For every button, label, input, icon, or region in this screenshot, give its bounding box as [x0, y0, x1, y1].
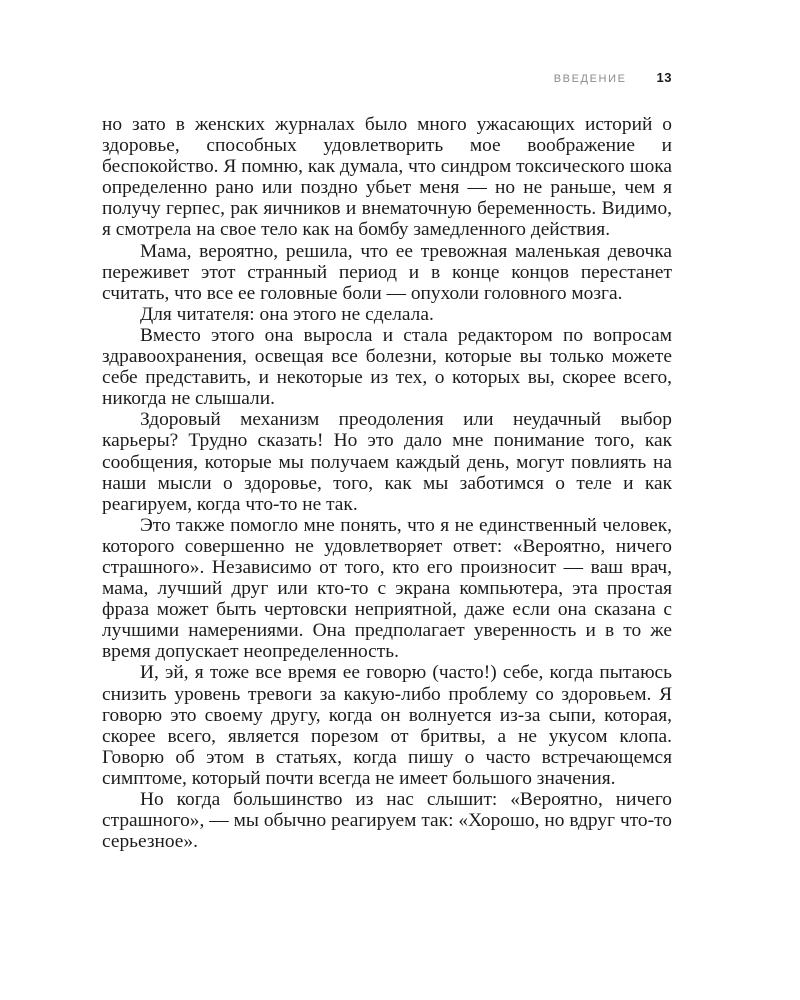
paragraph: Для читателя: она этого не сделала. — [140, 303, 434, 325]
paragraph-continued: но зато в женских журналах было много ужасающих историй о здоровье, способных удовлетворить мое воображение и беспокойство. Я помню, как думала, что синдром токсического шока определенно рано или поздно убьет меня — но не раньше, чем я получу герпес, рак яичников и внематочную беременность. Видимо, я смотрела на свое тело как на бомбу замедленного действия. — [102, 114, 672, 241]
paragraph: Это также помогло мне понять, что я не единственный человек, которого совершенно не удовлетворяет ответ: «Вероятно, ничего страшного». Независимо от того, кто его произносит — ваш врач, мама, лучший друг или кто-то с экрана компьютера, эта простая фраза может быть чертовски неприятной, даже если она сказана с лучшими намерениями. Она предполагает уверенность и в то же время допускает неопределенность. — [102, 514, 672, 663]
paragraph: Но когда большинство из нас слышит: «Вероятно, ничего страшного», — мы обычно реагируем так: «Хорошо, но вдруг что-то серьезное». — [102, 789, 672, 853]
paragraph: Здоровый механизм преодоления или неудачный выбор карьеры? Трудно сказать! Но это дало мне понимание того, как сообщения, которые мы получаем каждый день, могут повлиять на наши мысли о здоровье, того, как мы заботимся о теле и как реагируем, когда что-то не так. — [102, 409, 672, 515]
running-head — [554, 70, 672, 85]
section-title: ВВЕДЕНИЕ — [553, 73, 627, 85]
paragraph: Вместо этого она выросла и стала редактором по вопросам здравоохранения, освещая все болезни, которые вы только можете себе представить, и некоторые из тех, о которых вы, скорее всего, никогда не слышали. — [102, 324, 672, 410]
body-text — [102, 114, 672, 852]
paragraph: И, эй, я тоже все время ее говорю (часто!) себе, когда пытаюсь снизить уровень тревоги за какую-либо проблему со здоровьем. Я говорю это своему другу, когда он волнуется из-за сыпи, которая, скорее всего, является порезом от бритвы, а не укусом клопа. Говорю об этом в статьях, когда пишу о часто встречающемся симптоме, который почти всегда не имеет большого значения. — [102, 662, 672, 789]
paragraph: Мама, вероятно, решила, что ее тревожная маленькая девочка переживет этот странный период и в конце концов перестанет считать, что все ее головные боли — опухоли головного мозга. — [102, 240, 672, 304]
page-number: 13 — [656, 70, 672, 85]
